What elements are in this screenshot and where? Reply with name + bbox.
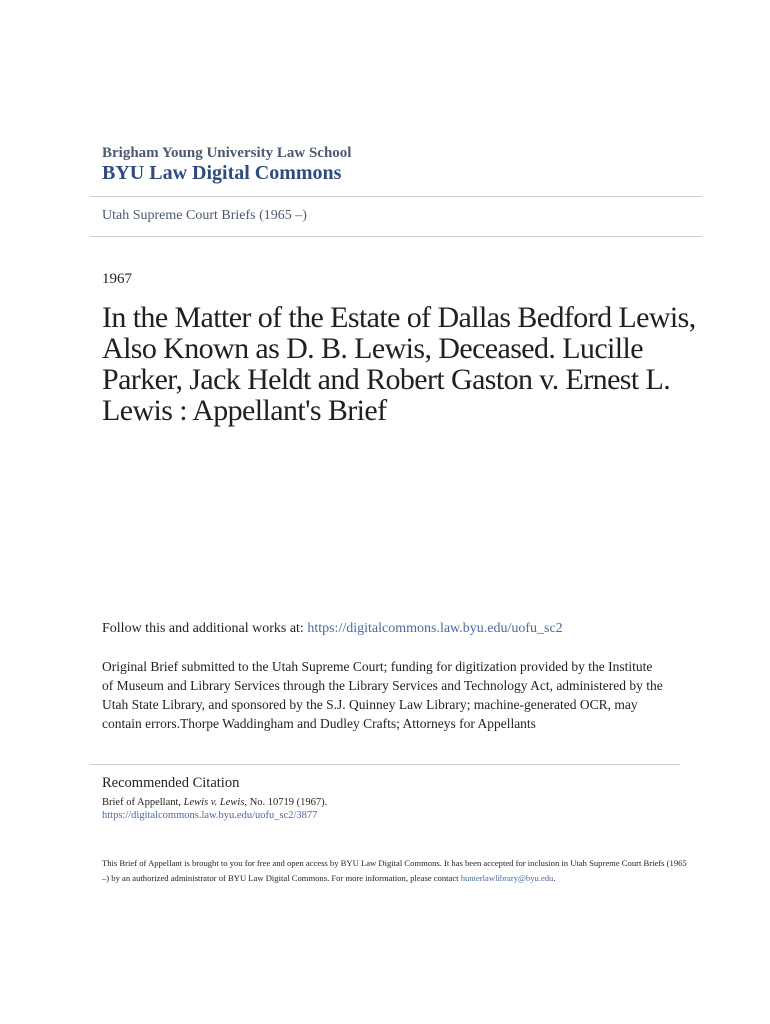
series-link[interactable]: Utah Supreme Court Briefs (1965 –) xyxy=(102,208,307,223)
divider-series xyxy=(90,236,702,237)
document-year: 1967 xyxy=(102,271,132,287)
citation-prefix: Brief of Appellant, xyxy=(102,797,184,808)
citation-heading: Recommended Citation xyxy=(102,775,240,791)
school-name: Brigham Young University Law School xyxy=(102,145,352,161)
follow-url-link[interactable]: https://digitalcommons.law.byu.edu/uofu_sc2 xyxy=(307,621,563,636)
divider-citation xyxy=(90,764,680,765)
citation-suffix: , No. 10719 (1967). xyxy=(244,797,328,808)
citation-case: Lewis v. Lewis xyxy=(183,797,245,808)
citation-text xyxy=(102,796,327,810)
repository-name[interactable]: BYU Law Digital Commons xyxy=(102,162,342,184)
description-paragraph: Original Brief submitted to the Utah Supreme Court; funding for digitization provided by the Institute of Museum and Library Services through the Library Services and Technology Act, administered by the Utah State Library, and sponsored by the S.J. Quinney Law Library; machine-generated OCR, may contain errors.Thorpe Waddingham and Dudley Crafts; Attorneys for Appellants xyxy=(102,659,663,731)
footer-end: . xyxy=(553,873,556,883)
document-title: In the Matter of the Estate of Dallas Bedford Lewis, Also Known as D. B. Lewis, Deceased. Lucille Parker, Jack Heldt and Robert Gaston v. Ernest L. Lewis : Appellant's Brief xyxy=(102,301,696,427)
footer-text: This Brief of Appellant is brought to you for free and open access by BYU Law Digital Commons. It has been accepted for inclusion in Utah Supreme Court Briefs (1965 –) by an authorized administrator of BYU Law Digital Commons. For more information, please contact xyxy=(102,858,687,883)
follow-line xyxy=(102,621,563,637)
footer-notice xyxy=(102,856,692,886)
contact-email-link[interactable]: hunterlawlibrary@byu.edu xyxy=(460,873,554,883)
citation-url-link[interactable]: https://digitalcommons.law.byu.edu/uofu_sc2/3877 xyxy=(102,810,318,821)
divider-top xyxy=(90,196,702,197)
follow-label: Follow this and additional works at: xyxy=(102,621,308,636)
